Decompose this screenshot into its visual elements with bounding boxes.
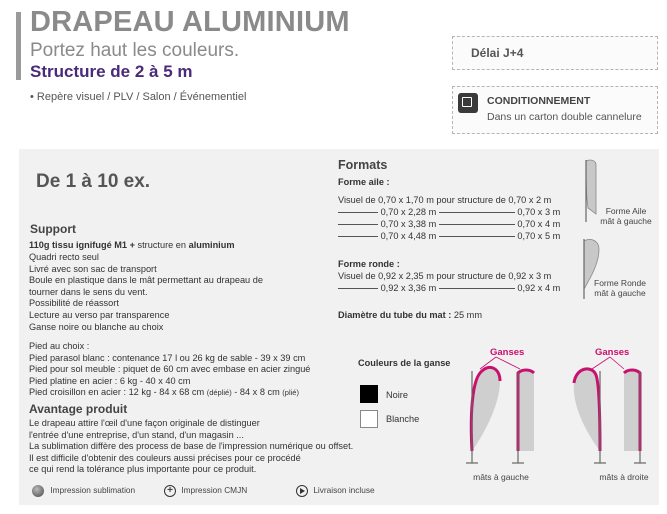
aile-caption bbox=[596, 206, 656, 226]
pied-title: Pied au choix : bbox=[29, 341, 90, 351]
croisillon-deplie: (déplié) bbox=[206, 388, 232, 398]
ronde-visuel: 0,92 x 3,36 m bbox=[380, 283, 437, 293]
sublimation-label: Impression sublimation bbox=[50, 485, 136, 496]
footer-cmjn bbox=[164, 485, 247, 497]
list-item bbox=[29, 387, 310, 399]
support-list bbox=[29, 252, 263, 333]
aile-visuel: 0,70 x 2,28 m bbox=[380, 207, 437, 217]
aile-row bbox=[338, 231, 570, 241]
mats-droite-illustration bbox=[566, 355, 656, 467]
croisillon-text: Pied croisillon en acier : 12 kg - 84 x 68 cm bbox=[29, 387, 207, 398]
ronde-caption bbox=[590, 278, 650, 298]
support-material-structure: structure en bbox=[137, 240, 189, 250]
ronde-row bbox=[338, 283, 570, 293]
list-item: l'entrée d'une entreprise, d'un stand, d'un magasin ... bbox=[29, 429, 244, 440]
footer-sublimation bbox=[32, 485, 135, 497]
aile-title: Forme aile : bbox=[338, 177, 390, 187]
list-item: Il est difficile d'obtenir des couleurs aussi précises pour ce procédé bbox=[29, 452, 301, 463]
conditionnement-text: Dans un carton double cannelure bbox=[487, 111, 642, 123]
cmjn-label: Impression CMJN bbox=[181, 485, 248, 496]
ganse-noire-label: Noire bbox=[386, 390, 408, 400]
list-item: Pied parasol blanc : contenance 17 l ou 26 kg de sable - 39 x 39 cm bbox=[29, 352, 306, 363]
aile-structure: 0,70 x 4 m bbox=[517, 219, 561, 229]
play-icon bbox=[296, 485, 308, 497]
quantity-range: De 1 à 10 ex. bbox=[36, 171, 151, 192]
ronde-title: Forme ronde : bbox=[338, 259, 400, 269]
dash-line bbox=[439, 224, 515, 225]
box-icon bbox=[458, 93, 478, 113]
list-item: La sublimation diffère des process de base de l'impression numérique ou offset. bbox=[29, 441, 354, 452]
dash-line bbox=[439, 288, 515, 289]
list-item: Boule en plastique dans le mât permettant au drapeau de bbox=[29, 275, 263, 286]
support-material bbox=[29, 240, 235, 252]
list-item: ce qui rend la tolérance plus importante pour ce produit. bbox=[29, 464, 257, 475]
diametre-label: Diamètre du tube du mat : bbox=[338, 310, 454, 320]
list-item: Livré avec son sac de transport bbox=[29, 263, 157, 274]
aile-visuel: 0,70 x 3,38 m bbox=[380, 219, 437, 229]
aile-row bbox=[338, 207, 570, 217]
dash-line bbox=[439, 236, 515, 237]
list-item: Ganse noire ou blanche au choix bbox=[29, 321, 164, 332]
avantage-heading: Avantage produit bbox=[29, 402, 128, 416]
mats-droite-caption: mâts à droite bbox=[599, 472, 649, 482]
mats-gauche-illustration bbox=[462, 355, 552, 467]
page-subtitle: Portez haut les couleurs. bbox=[30, 40, 240, 61]
mats-gauche-caption: mâts à gauche bbox=[473, 472, 529, 482]
list-item: Quadri recto seul bbox=[29, 252, 99, 262]
support-material-tissu: 110g tissu ignifugé M1 + bbox=[29, 240, 138, 250]
usage-tags: • Repère visuel / PLV / Salon / Événementiel bbox=[30, 91, 247, 103]
dash-line bbox=[338, 288, 378, 289]
list-item: Pied platine en acier : 6 kg - 40 x 40 cm bbox=[29, 375, 191, 386]
support-heading: Support bbox=[30, 222, 76, 236]
page-title: DRAPEAU ALUMINIUM bbox=[30, 6, 350, 38]
aile-row-first: Visuel de 0,70 x 1,70 m pour structure de 0,70 x 2 m bbox=[338, 195, 552, 205]
ganse-blanche-label: Blanche bbox=[386, 414, 420, 424]
dash-line bbox=[338, 212, 378, 213]
ronde-caption-line: Forme Ronde bbox=[594, 278, 646, 288]
list-item: Possibilité de réassort bbox=[29, 298, 119, 309]
support-material-alu: aluminium bbox=[188, 240, 235, 250]
aile-visuel: 0,70 x 4,48 m bbox=[380, 231, 437, 241]
ganse-heading: Couleurs de la ganse bbox=[358, 358, 451, 368]
conditionnement-box bbox=[452, 86, 658, 134]
ganse-blanche-swatch bbox=[360, 410, 378, 428]
ganses-label-right: Ganses bbox=[595, 347, 630, 358]
livraison-label: Livraison incluse bbox=[313, 485, 375, 496]
list-item: Pied pour sol meuble : piquet de 60 cm avec embase en acier zingué bbox=[29, 364, 311, 375]
ganses-label-left: Ganses bbox=[490, 347, 525, 358]
title-accent-bar bbox=[16, 12, 21, 80]
list-item: tourner dans le sens du vent. bbox=[29, 286, 148, 297]
diametre-value: 25 mm bbox=[453, 310, 482, 320]
cmjn-icon: + bbox=[164, 485, 176, 497]
ronde-caption-line: mât à gauche bbox=[594, 288, 646, 298]
sublimation-icon bbox=[32, 485, 44, 497]
pied-list bbox=[29, 341, 310, 399]
delai-label: Délai J+4 bbox=[471, 46, 524, 60]
conditionnement-title: CONDITIONNEMENT bbox=[487, 95, 591, 107]
aile-caption-line: Forme Aile bbox=[605, 206, 647, 216]
aile-structure: 0,70 x 3 m bbox=[517, 207, 561, 217]
ronde-structure: 0,92 x 4 m bbox=[517, 283, 561, 293]
dash-line bbox=[439, 212, 515, 213]
list-item: Lecture au verso par transparence bbox=[29, 309, 170, 320]
list-item: Le drapeau attire l'œil d'une façon originale de distinguer bbox=[29, 418, 260, 428]
aile-structure: 0,70 x 5 m bbox=[517, 231, 561, 241]
aile-caption-line: mât à gauche bbox=[600, 216, 652, 226]
structure-range: Structure de 2 à 5 m bbox=[30, 62, 193, 81]
ganse-noire-swatch bbox=[360, 385, 378, 403]
croisillon-text-2: - 84 x 8 cm bbox=[231, 387, 283, 398]
avantage-list bbox=[29, 418, 353, 476]
footer-livraison bbox=[296, 485, 375, 497]
ronde-row-first: Visuel de 0,92 x 2,35 m pour structure de 0,92 x 3 m bbox=[338, 271, 552, 281]
dash-line bbox=[338, 224, 378, 225]
croisillon-plie: (plié) bbox=[282, 388, 299, 398]
dash-line bbox=[338, 236, 378, 237]
aile-row bbox=[338, 219, 570, 229]
diametre-tube bbox=[338, 310, 482, 320]
delai-box bbox=[452, 36, 658, 70]
formats-heading: Formats bbox=[338, 158, 388, 172]
